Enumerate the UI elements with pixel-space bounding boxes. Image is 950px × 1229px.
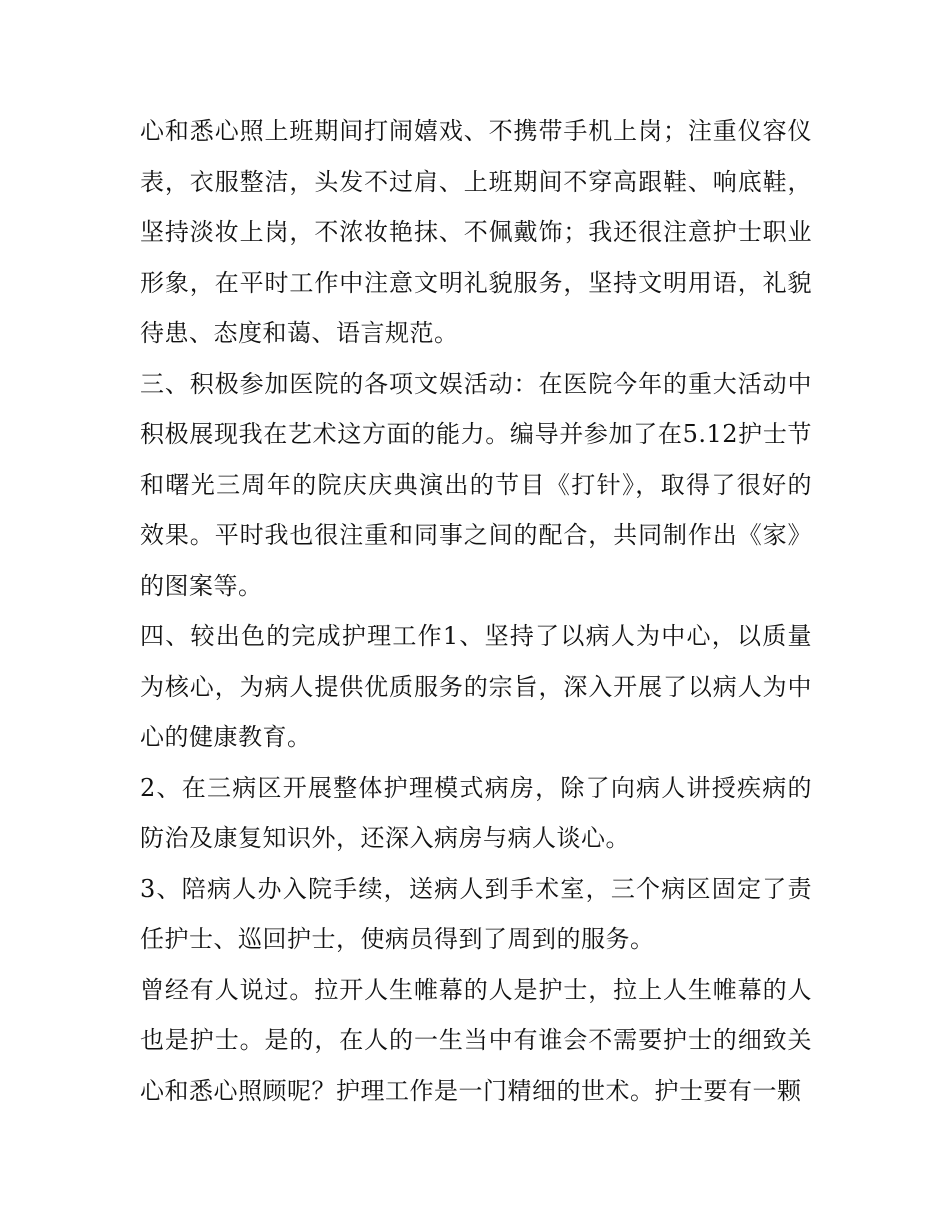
paragraph-admission: 3、陪病人办入院手续，送病人到手术室，三个病区固定了责任护士、巡回护士，使病员得到了周到的服务。 [140,874,812,953]
document-body [140,106,812,1116]
paragraph-nursing-work: 四、较出色的完成护理工作1、坚持了以病人为中心，以质量为核心，为病人提供优质服务的宗旨，深入开展了以病人为中心的健康教育。 [140,622,812,751]
paragraph-ward-model: 2、在三病区开展整体护理模式病房，除了向病人讲授疾病的防治及康复知识外，还深入病房与病人谈心。 [140,773,812,852]
paragraph-reflection: 曾经有人说过。拉开人生帷幕的人是护士，拉上人生帷幕的人也是护士。是的，在人的一生当中有谁会不需要护士的细致关心和悉心照顾呢？护理工作是一门精细的世术。护士要有一颗 [140,975,812,1105]
paragraph-conduct: 心和悉心照上班期间打闹嬉戏、不携带手机上岗；注重仪容仪表，衣服整洁，头发不过肩、上班期间不穿高跟鞋、响底鞋，坚持淡妆上岗，不浓妆艳抹、不佩戴饰；我还很注意护士职业形象，在平时工作中注意文明礼貌服务，坚持文明用语，礼貌待患、态度和蔼、语言规范。 [140,117,812,347]
paragraph-activities: 三、积极参加医院的各项文娱活动：在医院今年的重大活动中积极展现我在艺术这方面的能力。编导并参加了在5.12护士节和曙光三周年的院庆庆典演出的节目《打针》，取得了很好的效果。平时我也很注重和同事之间的配合，共同制作出《家》的图案等。 [140,369,812,600]
